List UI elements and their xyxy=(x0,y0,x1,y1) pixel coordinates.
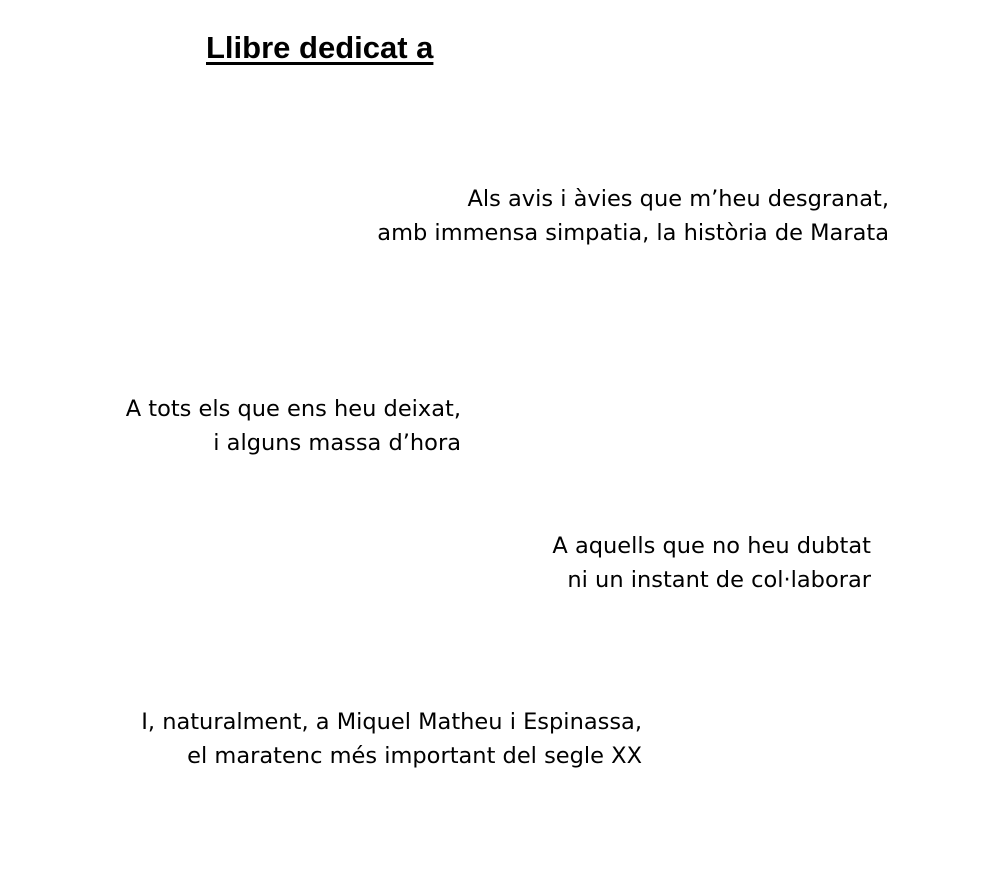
dedication-line: Als avis i àvies que m’heu desgranat, xyxy=(467,186,889,212)
dedication-collaborators xyxy=(552,529,871,597)
dedication-line: i alguns massa d’hora xyxy=(213,430,461,456)
page-title: Llibre dedicat a xyxy=(206,30,434,65)
dedication-miquel-matheu xyxy=(141,705,642,773)
dedication-grandparents xyxy=(377,182,889,250)
dedication-line: I, naturalment, a Miquel Matheu i Espinassa, xyxy=(141,709,642,735)
dedication-departed xyxy=(126,392,461,460)
dedication-line: A aquells que no heu dubtat xyxy=(552,533,871,559)
dedication-line: el maratenc més important del segle XX xyxy=(187,743,642,769)
dedication-line: amb immensa simpatia, la història de Marata xyxy=(377,220,889,246)
dedication-line: ni un instant de col·laborar xyxy=(567,567,871,593)
dedication-line: A tots els que ens heu deixat, xyxy=(125,396,461,422)
